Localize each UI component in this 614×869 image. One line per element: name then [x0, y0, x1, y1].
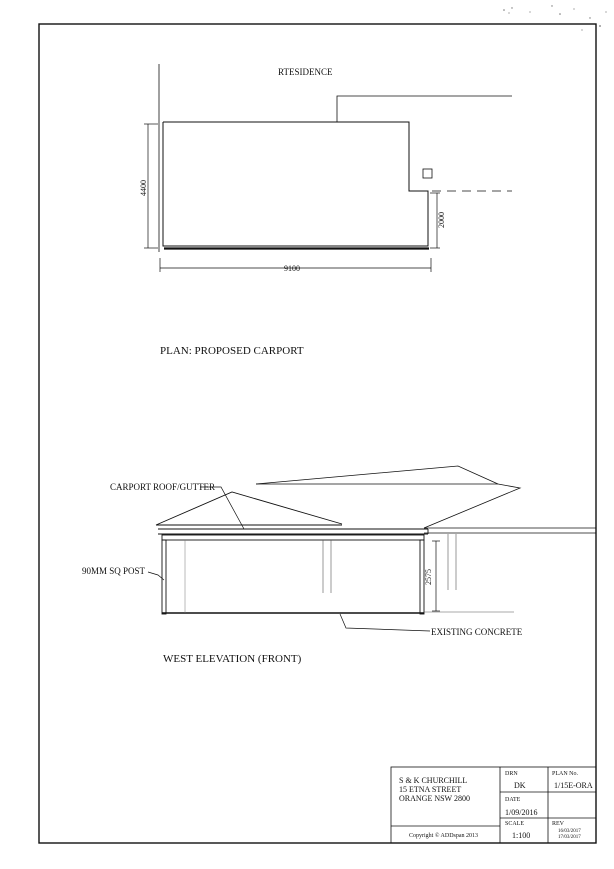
scale-label: SCALE: [505, 821, 525, 827]
carport-beam: [162, 535, 424, 540]
dimension-side-label: 2000: [437, 212, 446, 228]
residence-outline: [337, 96, 512, 122]
dimension-depth-label: 4400: [139, 180, 148, 196]
plan-no-value: 1/15E-ORA: [554, 781, 593, 790]
elevation-title: WEST ELEVATION (FRONT): [163, 653, 302, 665]
client-line-3: ORANGE NSW 2800: [399, 794, 470, 803]
existing-roof-outline: [256, 484, 520, 528]
rev-value-1: 16/03/2017: [558, 829, 581, 834]
date-label: DATE: [505, 797, 521, 803]
rev-value-2: 17/03/2017: [558, 835, 581, 840]
plan-view: [139, 64, 512, 357]
dimension-height-label: 2575: [424, 569, 433, 585]
client-line-2: 15 ETNA STREET: [399, 785, 462, 794]
client-line-1: S & K CHURCHILL: [399, 776, 468, 785]
elevation-view: [148, 466, 596, 631]
drn-label: DRN: [505, 771, 518, 777]
copyright-text: Copyright © ADDspan 2013: [409, 833, 479, 839]
existing-roof-outline-2: [256, 466, 498, 484]
plan-no-label: PLAN No.: [552, 771, 579, 777]
carport-post-left: [162, 540, 166, 614]
downpipe-box: [423, 169, 432, 178]
drn-value: DK: [514, 781, 526, 790]
sheet-border: [39, 24, 596, 843]
plan-title: PLAN: PROPOSED CARPORT: [160, 345, 304, 357]
date-value: 1/09/2016: [505, 808, 538, 817]
concrete-leader-line: [340, 614, 430, 631]
roof-label: CARPORT ROOF/GUTTER: [110, 482, 216, 492]
carport-outline: [163, 122, 428, 246]
concrete-label: EXISTING CONCRETE: [431, 627, 523, 637]
carport-roof-gable: [156, 492, 342, 525]
rev-label: REV: [552, 821, 564, 827]
scan-marks: [503, 5, 606, 30]
scale-value: 1:100: [512, 831, 531, 840]
post-label: 90MM SQ POST: [82, 566, 146, 576]
residence-label: RTESIDENCE: [278, 67, 333, 77]
dimension-width-label: 9100: [284, 264, 300, 273]
